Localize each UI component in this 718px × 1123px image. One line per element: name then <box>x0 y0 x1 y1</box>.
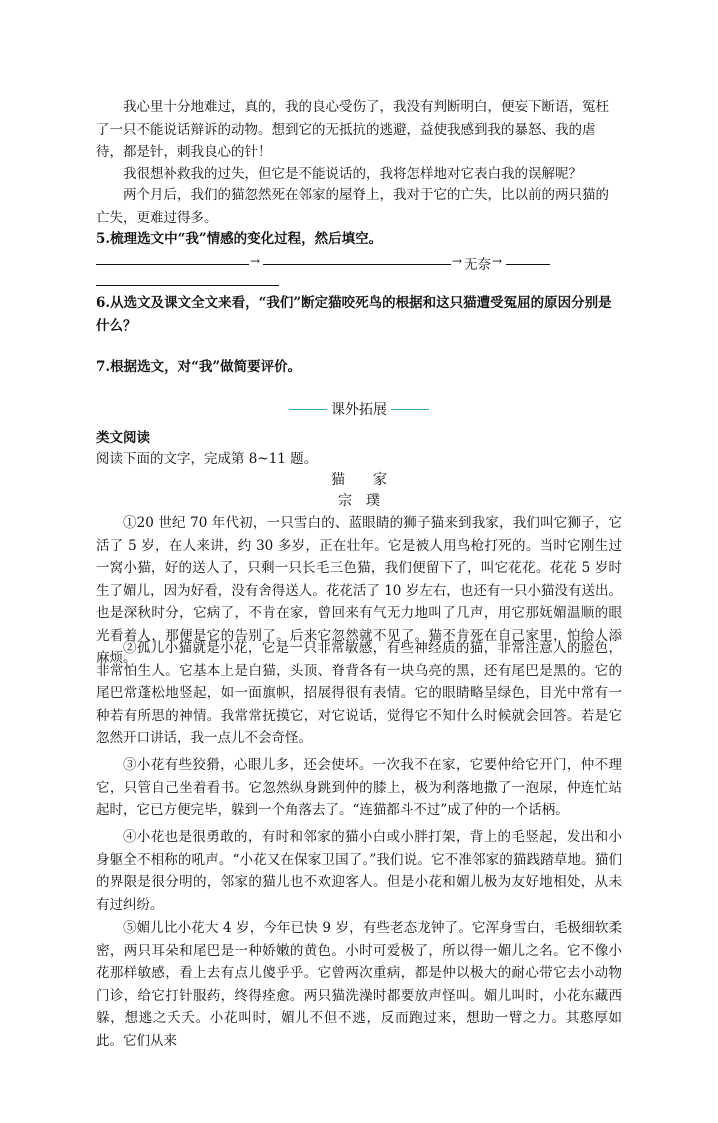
q5-blank-1[interactable] <box>96 264 249 265</box>
q5-blank-2[interactable] <box>263 264 451 265</box>
header-rule-right <box>391 409 429 410</box>
reading-instruction: 阅读下面的文字，完成第 8~11 题。 <box>96 451 318 467</box>
arrow-icon: → <box>492 254 503 268</box>
arrow-icon: → <box>250 254 261 268</box>
article-paragraph-1: ①20 世纪 70 年代初，一只雪白的、蓝眼睛的狮子猫来到我家，我们叫它狮子，它活了 5 岁，在人来讲，约 30 多岁，正在壮年。它是被人用鸟枪打死的。当时它刚生过一窝小猫，好的送人了，只剩一只长毛三色猫，我们便留下了，叫它花花。花花 5 岁时生了媚儿，因为好看，没有舍得送人。花花活了 10 岁左右，也还有一只小猫没有送出。也是深秋时分，它病了，不肯在家，曾回来有气无力地叫了几声，用它那妩媚温顺的眼光看着人，那便是它的告别了。后来它忽然就不见了。猫不肯死在自己家里，怕给人添麻烦。 <box>96 515 622 666</box>
question-7: 7.根据选文，对“我”做简要评价。 <box>96 359 302 375</box>
question-6: 6.从选文及课文全文来看，“我们”断定猫咬死鸟的根据和这只猫遭受冤屈的原因分别是什么？ <box>96 295 612 334</box>
article-paragraph-3: ③小花有些狡猾，心眼儿多，还会使坏。一次我不在家，它要仲给它开门，仲不理它，只管自己坐着看书。它忽然纵身跳到仲的膝上，极为利落地撒了一泡尿，仲连忙站起时，它已方便完毕，躲到一个角落去了。“连猫都斗不过”成了仲的一个话柄。 <box>96 757 622 818</box>
header-rule-left <box>289 409 327 410</box>
reading-subhead: 类文阅读 <box>96 430 150 446</box>
q5-blank-3[interactable] <box>506 264 550 265</box>
section-label: 课外拓展 <box>331 402 387 418</box>
q5-answer-row <box>96 252 622 274</box>
excerpt-paragraph-1: 我心里十分地难过，真的，我的良心受伤了，我没有判断明白，便妄下断语，冤枉了一只不能说话辩诉的动物。想到它的无抵抗的逃避，益使我感到我的暴怒、我的虐待，都是针，刺我良心的针！ <box>96 99 609 160</box>
article-author: 宗 璞 <box>338 493 380 509</box>
section-header <box>0 399 718 419</box>
article-paragraph-5: ⑤媚儿比小花大 4 岁，今年已快 9 岁，有些老态龙钟了。它浑身雪白，毛极细软柔密，两只耳朵和尾巴是一种娇嫩的黄色。小时可爱极了，所以得一媚儿之名。它不像小花那样敏感，看上去有点儿傻乎乎。它曾两次重病，都是仲以极大的耐心带它去小动物门诊，给它打针服药，终得痊愈。两只猫洗澡时都要放声怪叫。媚儿叫时，小花东藏西躲，想逃之夭夭。小花叫时，媚儿不但不逃，反而跑过来，想助一臂之力。其憨厚如此。它们从来 <box>96 920 622 1049</box>
arrow-icon: → <box>452 254 463 268</box>
q5-fixed-word: 无奈 <box>464 257 491 273</box>
excerpt-paragraph-2: 我很想补救我的过失，但它是不能说话的，我将怎样地对它表白我的误解呢？ <box>123 166 582 182</box>
question-5: 5.梳理选文中“我”情感的变化过程，然后填空。 <box>96 231 383 247</box>
article-paragraph-4: ④小花也是很勇敢的，有时和邻家的猫小白或小胖打架，背上的毛竖起，发出和小身躯全不相称的吼声。“小花又在保家卫国了。”我们说。它不准邻家的猫践踏草地。猫们的界限是很分明的，邻家的猫儿也不欢迎客人。但是小花和媚儿极为友好地相处，从未有过纠纷。 <box>96 829 622 913</box>
q5-blank-4[interactable] <box>96 285 279 286</box>
excerpt-paragraph-3: 两个月后，我们的猫忽然死在邻家的屋脊上，我对于它的亡失，比以前的两只猫的亡失，更难过得多。 <box>96 187 609 226</box>
article-title: 猫 家 <box>331 472 387 488</box>
article-paragraph-2: ②孤儿小猫就是小花，它是一只非常敏感，有些神经质的猫，非常注意人的脸色，非常怕生人。它基本上是白猫，头顶、脊背各有一块乌亮的黑，还有尾巴是黑的。它的尾巴常蓬松地竖起，如一面旗帜，招展得很有表情。它的眼睛略呈绿色，目光中常有一种若有所思的神情。我常常抚摸它，对它说话，觉得它不知什么时候就会回答。若是它忽然开口讲话，我一点儿不会奇怪。 <box>96 640 622 746</box>
